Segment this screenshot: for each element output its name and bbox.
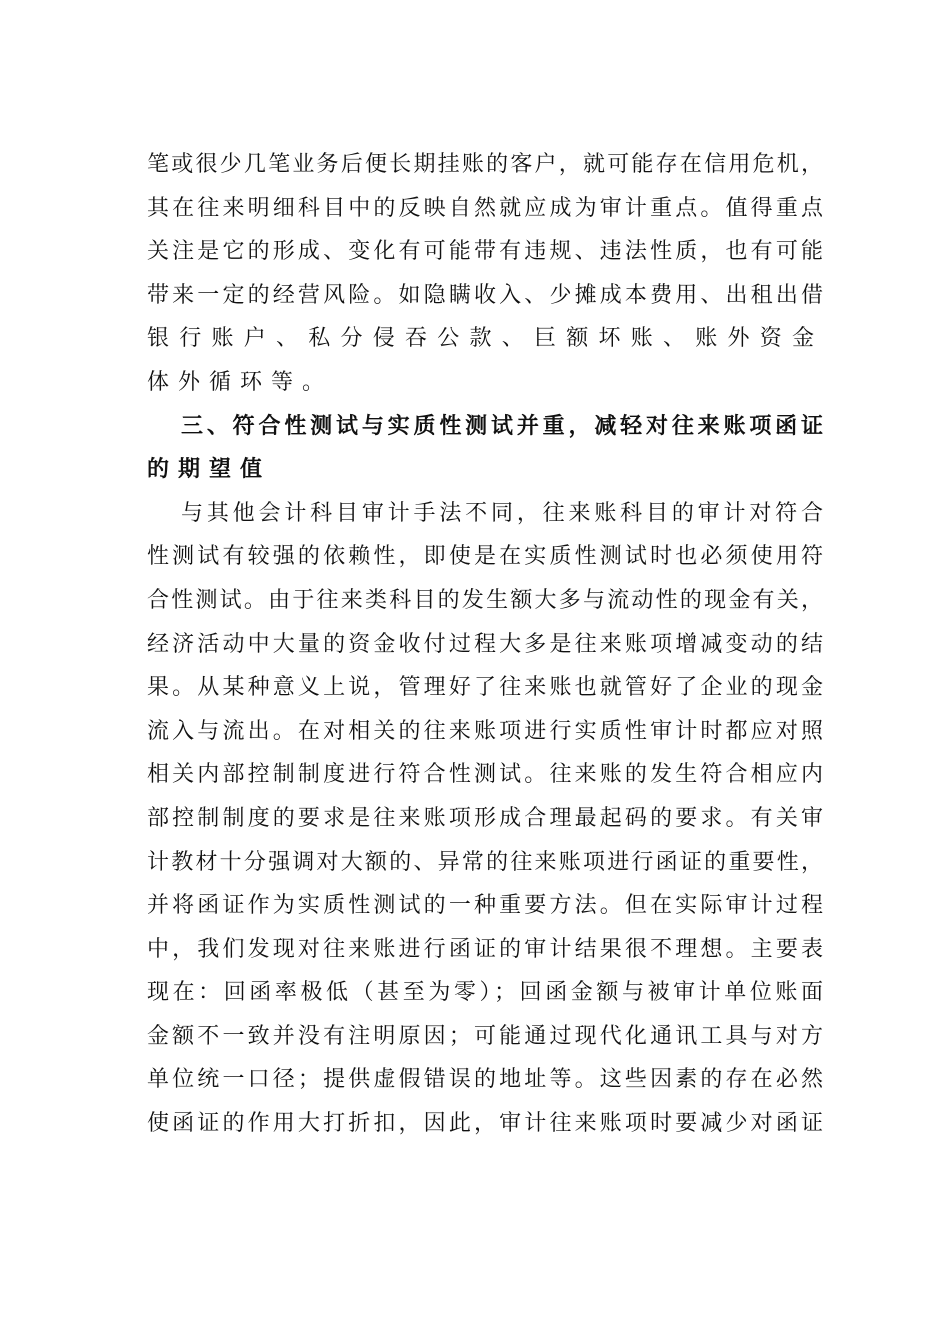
section-heading bbox=[147, 405, 823, 492]
document-page bbox=[147, 143, 823, 1146]
text-line: 与其他会计科目审计手法不同，往来账科目的审计对符合 bbox=[181, 500, 823, 526]
paragraph-1 bbox=[147, 143, 823, 405]
text-line: 现在：回函率极低（甚至为零）；回函金额与被审计单位账面 bbox=[147, 980, 823, 1006]
text-line: 计教材十分强调对大额的、异常的往来账项进行函证的重要性， bbox=[147, 849, 823, 875]
text-line: 性测试有较强的依赖性，即使是在实质性测试时也必须使用符 bbox=[147, 544, 823, 570]
text-line: 笔或很少几笔业务后便长期挂账的客户，就可能存在信用危机， bbox=[147, 152, 823, 177]
text-line: 果。从某种意义上说，管理好了往来账也就管好了企业的现金 bbox=[147, 675, 823, 701]
text-line: 其在往来明细科目中的反映自然就应成为审计重点。值得重点 bbox=[147, 195, 823, 221]
text-line: 使函证的作用大打折扣，因此，审计往来账项时要减少对函证 bbox=[147, 1111, 823, 1137]
text-line: 银行账户、私分侵吞公款、巨额坏账、账外资金体外循环等。 bbox=[147, 326, 823, 395]
paragraph-2 bbox=[147, 492, 823, 1146]
text-line: 流入与流出。在对相关的往来账项进行实质性审计时都应对照 bbox=[147, 718, 823, 744]
text-line: 带来一定的经营风险。如隐瞒收入、少摊成本费用、出租出借 bbox=[147, 282, 823, 308]
text-line: 金额不一致并没有注明原因；可能通过现代化通讯工具与对方 bbox=[147, 1023, 823, 1049]
text-line: 部控制制度的要求是往来账项形成合理最起码的要求。有关审 bbox=[147, 805, 823, 831]
text-line: 并将函证作为实质性测试的一种重要方法。但在实际审计过程 bbox=[147, 893, 823, 919]
text-line: 中，我们发现对往来账进行函证的审计结果很不理想。主要表 bbox=[147, 936, 823, 962]
text-line: 单位统一口径；提供虚假错误的地址等。这些因素的存在必然 bbox=[147, 1067, 823, 1093]
heading-line: 的期望值 bbox=[147, 457, 272, 483]
text-line: 关注是它的形成、变化有可能带有违规、违法性质，也有可能 bbox=[147, 239, 823, 265]
text-line: 合性测试。由于往来类科目的发生额大多与流动性的现金有关， bbox=[147, 587, 823, 613]
heading-line: 三、符合性测试与实质性测试并重，减轻对往来账项函证 bbox=[181, 413, 823, 439]
text-line: 经济活动中大量的资金收付过程大多是往来账项增减变动的结 bbox=[147, 631, 823, 657]
text-line: 相关内部控制制度进行符合性测试。往来账的发生符合相应内 bbox=[147, 762, 823, 788]
